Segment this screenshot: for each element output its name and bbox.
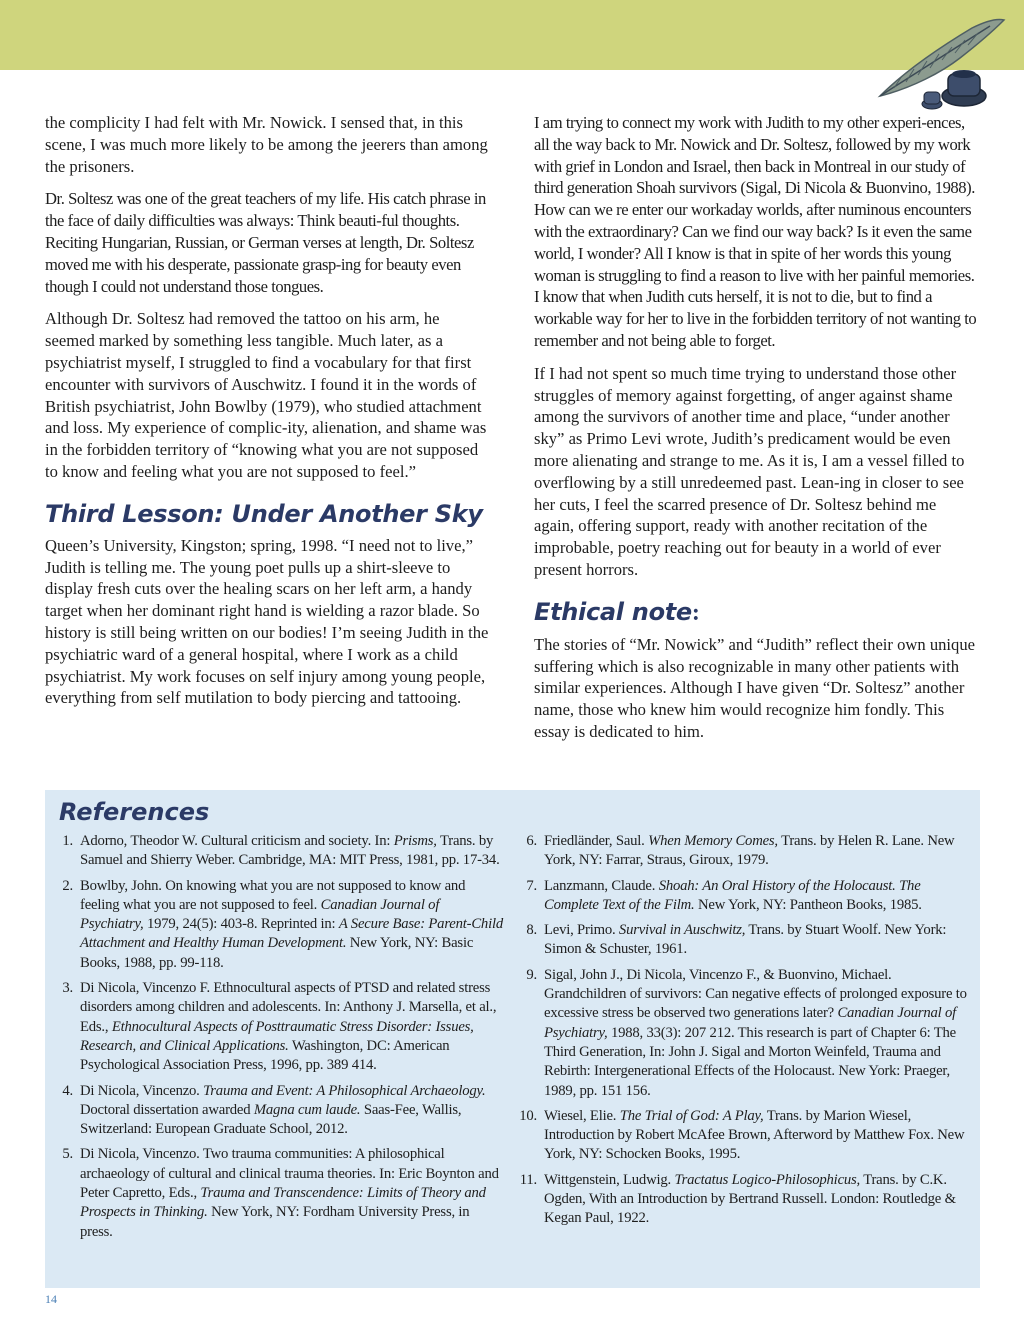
reference-number: 7. bbox=[526, 877, 537, 894]
paragraph: The stories of “Mr. Nowick” and “Judith” reflect their own unique suffering which is also recognizable in many other patients with similar experiences. Although I have given “Dr. Soltesz” another name, those who knew him would recognize him fondly. This essay is dedicated to him. bbox=[534, 634, 975, 741]
reference-item bbox=[515, 877, 967, 916]
reference-number: 11. bbox=[519, 1171, 537, 1188]
reference-text: Saas-Fee, Wallis, Switzerland: European Graduate School, 2012. bbox=[80, 1101, 462, 1138]
reference-text: Adorno, Theodor W. Cultural criticism and society. In: bbox=[80, 833, 394, 849]
page-number: 14 bbox=[45, 1292, 57, 1306]
reference-item bbox=[515, 832, 967, 871]
references-box bbox=[45, 790, 980, 1288]
reference-text: Trans. by C.K. Ogden, With an Introduction by Bertrand Russell. London: Routledge & Kegan Paul, 1922. bbox=[544, 1171, 956, 1227]
heading-label: Ethical note bbox=[534, 597, 692, 626]
reference-text: Bowlby, John. On knowing what you are not supposed to know and feeling what you are not supposed to feel. bbox=[80, 877, 466, 913]
quill-and-inkwell-icon bbox=[872, 14, 1012, 114]
heading-subtitle: Under Another Sky bbox=[223, 499, 483, 528]
reference-title: Ethnocultural Aspects of Posttraumatic Stress Disorder: Issues, Research, and Clinical Applications. bbox=[80, 1018, 474, 1054]
reference-number: 9. bbox=[526, 966, 537, 983]
reference-number: 6. bbox=[526, 833, 537, 849]
reference-text: Trans. by Stuart Woolf. New York: Simon & Schuster, 1961. bbox=[544, 922, 947, 958]
reference-number: 5. bbox=[62, 1146, 73, 1163]
reference-text: Wittgenstein, Ludwig. bbox=[544, 1171, 675, 1188]
reference-text: Di Nicola, Vincenzo F. Ethnocultural aspects of PTSD and related stress disorders among children and adolescents. In: Anthony J. Marsella, et al., Eds., bbox=[80, 980, 497, 1035]
reference-text: Friedländer, Saul. bbox=[544, 833, 649, 849]
reference-text: New York, NY: Basic Books, 1988, pp. 99-118. bbox=[80, 935, 474, 971]
reference-text: Lanzmann, Claude. bbox=[544, 877, 659, 894]
reference-text: Di Nicola, Vincenzo. Two trauma communities: A philosophical archaeology of cultural and clinical trauma theories. In: Eric Boynton and Peter Capretto, Eds., bbox=[80, 1146, 499, 1202]
reference-item bbox=[515, 921, 967, 960]
paragraph: If I had not spent so much time trying to understand those other struggles of memory against forgetting, of anger against shame among the survivors of another time and place, “under another sky” as Primo Levi wrote, Judith’s predicament would be even more alienating and strange to me. As it is, I am a vessel filled to overflowing by a still unredeemed past. Lean-ing in closer to see her cuts, I feel the scarred presence of Dr. Soltesz behind me again, offering support, ready with another recitation of the improbable, poetry reaching out for beauty in a world of ever present horrors. bbox=[534, 363, 965, 579]
right-column bbox=[534, 112, 980, 754]
reference-title: Shoah: An Oral History of the Holocaust. The Complete Text of the Film. bbox=[544, 877, 921, 913]
reference-title: Tractatus Logico-Philosophicus, bbox=[674, 1171, 861, 1188]
paragraph: the complicity I had felt with Mr. Nowick. I sensed that, in this scene, I was much more likely to be among the jeerers than among the prisoners. bbox=[45, 113, 488, 176]
reference-number: 3. bbox=[62, 980, 73, 997]
reference-text: Wiesel, Elie. bbox=[544, 1107, 620, 1124]
header-band bbox=[0, 0, 1024, 70]
section-heading-third-lesson bbox=[45, 499, 490, 529]
reference-item bbox=[51, 1145, 503, 1241]
reference-title: Trauma and Event: A Philosophical Archaeology. bbox=[203, 1082, 486, 1099]
reference-item bbox=[51, 1082, 503, 1140]
heading-colon: : bbox=[691, 599, 700, 626]
reference-title: Survival in Auschwitz, bbox=[618, 922, 746, 939]
references-title: References bbox=[59, 798, 210, 826]
left-column bbox=[45, 112, 490, 720]
paragraph: Dr. Soltesz was one of the great teachers of my life. His catch phrase in the face of daily difficulties was always: Think beauti-ful thoughts. Reciting Hungarian, Russian, or German verses at length, Dr. Soltesz moved me with his desperate, passionate grasp-ing for beauty even though I could not understand those tongues. bbox=[45, 189, 486, 296]
references-list-right bbox=[515, 832, 967, 1235]
reference-text: Washington, DC: American Psychological Association Press, 1996, pp. 389 414. bbox=[80, 1037, 450, 1074]
reference-text: New York, NY: Pantheon Books, 1985. bbox=[694, 896, 922, 913]
reference-number: 4. bbox=[62, 1082, 73, 1099]
reference-text: 1988, 33(3): 207 212. This research is part of Chapter 6: The Third Generation, In: John J. Sigal and Morton Weinfeld, Trauma and Rebirth: Intergenerational Effects of the Holocaust. New York: Praeger, 1989, pp. 151 156. bbox=[544, 1024, 956, 1099]
paragraph: I am trying to connect my work with Judith to my other experi-ences, all the way back to Mr. Nowick and Dr. Soltesz, followed by my work with grief in London and Israel, then back in Montreal in our study of third generation Shoah survivors (Sigal, Di Nicola & Buonvino, 1988). How can we re enter our workaday worlds, after numinous encounters with the extraordinary? Can we find our way back? Is it even the same world, I wonder? All I know is that in spite of her words this young woman is struggling to find a reason to live with her painful memories. I know that when Judith cuts herself, it is not to die, but to find a workable way for her to live in the forbidden territory of not wanting to remember and not being able to forget. bbox=[534, 113, 977, 350]
reference-item bbox=[51, 877, 503, 973]
reference-text: Trans. by Helen R. Lane. New York, NY: Farrar, Straus, Giroux, 1979. bbox=[544, 833, 955, 869]
heading-label: Third Lesson bbox=[45, 499, 215, 528]
reference-item bbox=[51, 979, 503, 1075]
reference-title: The Trial of God: A Play, bbox=[619, 1107, 764, 1124]
reference-text: Trans. by Samuel and Shierry Weber. Cambridge, MA: MIT Press, 1981, pp. 17-34. bbox=[80, 833, 500, 869]
reference-item bbox=[515, 1107, 967, 1165]
reference-title: Magna cum laude. bbox=[253, 1101, 361, 1118]
reference-text: 1979, 24(5): 403-8. Reprinted in: bbox=[143, 916, 339, 933]
paragraph: Queen’s University, Kingston; spring, 1998. “I need not to live,” Judith is telling me. The young poet pulls up a shirt-sleeve to display fresh cuts over the healing scars on her left arm, a handy target when her dominant right hand is wielding a razor blade. So history is still being written on our bodies! I’m seeing Judith in the psychiatric ward of a general hospital, where I work as a child psychiatrist. My work focuses on self injury among young people, everything from self mutilation to body piercing and tattooing. bbox=[45, 535, 489, 708]
reference-number: 8. bbox=[526, 922, 537, 939]
reference-text: Trans. by Marion Wiesel, Introduction by Robert McAfee Brown, Afterword by Matthew Fox. New York, NY: Schocken Books, 1995. bbox=[544, 1107, 965, 1163]
paragraph: Although Dr. Soltesz had removed the tattoo on his arm, he seemed marked by something less tangible. Much later, as a psychiatrist myself, I struggled to find a vocabulary for that first encounter with survivors of Auschwitz. I found it in the words of British psychiatrist, John Bowlby (1979), who studied attachment and loss. My experience of complic-ity, alienation, and shame was in the forbidden territory of “knowing what you are not supposed to know and feeling what you are not supposed to feel.” bbox=[45, 309, 487, 481]
reference-item bbox=[515, 1171, 967, 1229]
reference-number: 1. bbox=[62, 833, 73, 849]
heading-colon: : bbox=[214, 499, 224, 528]
section-heading-ethical-note bbox=[534, 597, 980, 628]
reference-text: Levi, Primo. bbox=[544, 922, 619, 939]
reference-title: Prisms, bbox=[393, 833, 437, 849]
reference-item bbox=[51, 832, 503, 871]
reference-number: 10. bbox=[519, 1107, 537, 1124]
reference-title: Canadian Journal of Psychiatry, bbox=[80, 896, 440, 933]
reference-item bbox=[515, 966, 967, 1101]
reference-title: When Memory Comes, bbox=[648, 833, 778, 849]
reference-title: Canadian Journal of Psychiatry, bbox=[544, 1005, 957, 1041]
reference-title: Trauma and Transcendence: Limits of Theory and Prospects in Thinking. bbox=[80, 1185, 486, 1221]
reference-text: Di Nicola, Vincenzo. bbox=[80, 1082, 204, 1099]
reference-number: 2. bbox=[62, 877, 73, 894]
references-list-left bbox=[51, 832, 503, 1248]
reference-title: A Secure Base: Parent-Child Attachment and Healthy Human Development. bbox=[80, 916, 503, 952]
reference-text: New York, NY: Fordham University Press, in press. bbox=[80, 1204, 470, 1240]
reference-text: Sigal, John J., Di Nicola, Vincenzo F., & Buonvino, Michael. Grandchildren of survivors: Can negative effects of prolonged exposure to excessive stress be observed two generations later? bbox=[544, 966, 967, 1022]
reference-text: Doctoral dissertation awarded bbox=[80, 1101, 254, 1118]
